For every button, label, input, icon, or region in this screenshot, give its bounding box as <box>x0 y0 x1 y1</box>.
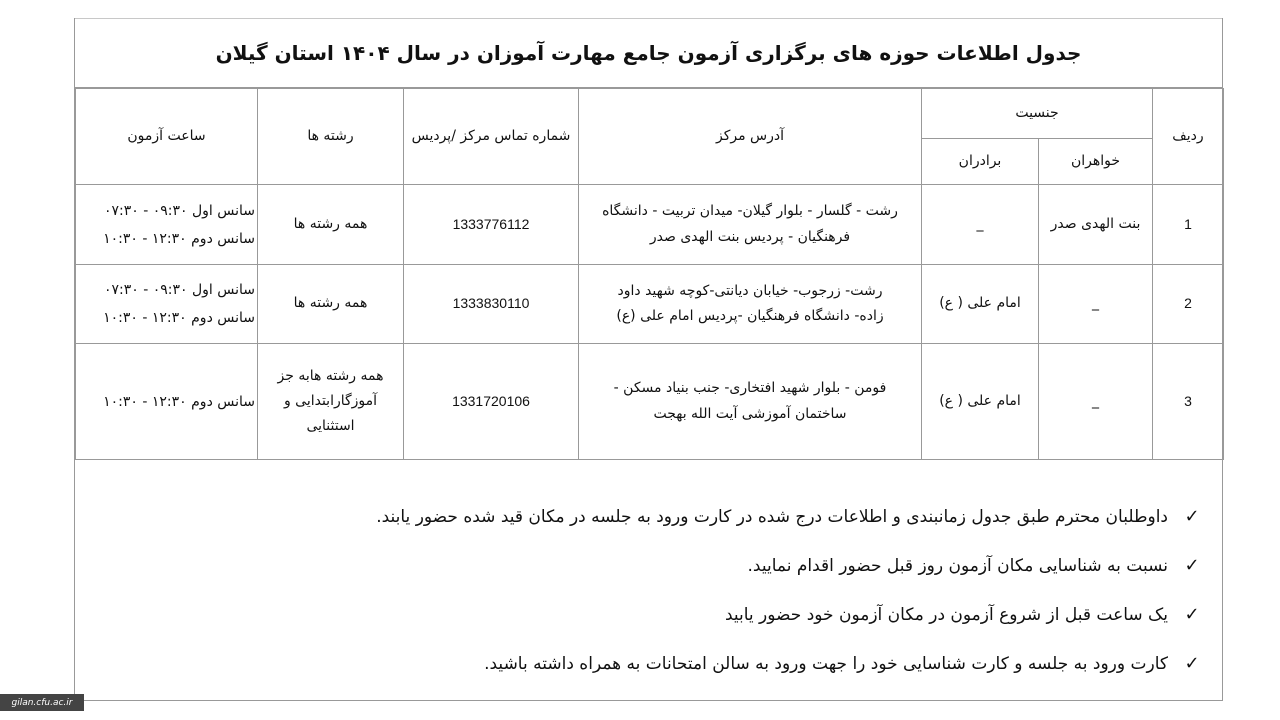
exam-fields <box>258 185 404 265</box>
table-row <box>76 185 1224 265</box>
brothers-center: امام علی ( ع) <box>922 265 1039 344</box>
address-line: رشت - گلسار - بلوار گیلان- میدان تربیت - دانشگاه <box>602 203 898 220</box>
fields-line: استثنایی <box>306 418 355 435</box>
note-text: داوطلبان محترم طبق جدول زمانبندی و اطلاعات درج شده در کارت ورود به جلسه در مکان قید شده حضور یابند. <box>376 506 1168 527</box>
header-row-1 <box>76 89 1224 139</box>
address-line: فرهنگیان - پردیس بنت الهدی صدر <box>649 228 851 245</box>
header-phone: شماره تماس مرکز /پردیس <box>404 89 579 185</box>
session-line: سانس دوم ۱۲:۳۰ - ۱۰:۳۰ <box>103 393 255 410</box>
center-phone: 1331720106 <box>404 344 579 460</box>
fields-line: همه رشته هابه جز <box>277 367 384 384</box>
session-line: سانس دوم ۱۲:۳۰ - ۱۰:۳۰ <box>103 230 255 247</box>
note-item <box>96 639 1206 688</box>
exam-time <box>76 185 258 265</box>
brothers-center: امام علی ( ع) <box>922 344 1039 460</box>
address-line: ساختمان آموزشی آیت الله بهجت <box>653 405 847 422</box>
note-item <box>96 590 1206 639</box>
address-line: فومن - بلوار شهید افتخاری- جنب بنیاد مسکن - <box>613 380 887 397</box>
exam-fields <box>258 265 404 344</box>
exam-fields <box>258 344 404 460</box>
address-line: زاده- دانشگاه فرهنگیان -پردیس امام علی (ع) <box>616 308 884 324</box>
row-number: 3 <box>1153 344 1224 460</box>
table-row <box>76 344 1224 460</box>
table-row <box>76 265 1224 344</box>
exam-time <box>76 344 258 460</box>
exam-centers-table <box>75 88 1224 460</box>
sisters-center: _ <box>1039 344 1153 460</box>
center-phone: 1333830110 <box>404 265 579 344</box>
page-title: جدول اطلاعات حوزه های برگزاری آزمون جامع مهارت آموزان در سال ۱۴۰۴ استان گیلان <box>75 18 1222 88</box>
note-text: نسبت به شناسایی مکان آزمون روز قبل حضور اقدام نمایید. <box>747 555 1168 576</box>
fields-line: همه رشته ها <box>293 295 368 312</box>
row-number: 1 <box>1153 185 1224 265</box>
header-row-no: ردیف <box>1153 89 1224 185</box>
exam-info-sheet <box>74 18 1223 701</box>
check-icon: ✓ <box>1184 653 1200 674</box>
sisters-center: بنت الهدی صدر <box>1039 185 1153 265</box>
center-address <box>579 344 922 460</box>
header-address: آدرس مرکز <box>579 89 922 185</box>
header-exam-time: ساعت آزمون <box>76 89 258 185</box>
address-line: رشت- زرجوب- خیابان دیانتی-کوچه شهید داود <box>617 282 883 299</box>
session-line: سانس اول ۰۹:۳۰ - ۰۷:۳۰ <box>103 282 255 298</box>
check-icon: ✓ <box>1184 604 1200 625</box>
header-gender: جنسیت <box>922 89 1153 139</box>
header-brothers: برادران <box>922 139 1039 185</box>
sisters-center: _ <box>1039 265 1153 344</box>
header-sisters: خواهران <box>1039 139 1153 185</box>
session-line: سانس دوم ۱۲:۳۰ - ۱۰:۳۰ <box>103 310 255 326</box>
center-address <box>579 265 922 344</box>
row-number: 2 <box>1153 265 1224 344</box>
exam-time <box>76 265 258 344</box>
note-text: یک ساعت قبل از شروع آزمون در مکان آزمون خود حضور یابید <box>724 604 1168 625</box>
note-text: کارت ورود به جلسه و کارت شناسایی خود را جهت ورود به سالن امتحانات به همراه داشته باشید. <box>484 653 1168 674</box>
fields-line: آموزگارابتدایی و <box>283 392 378 409</box>
note-item <box>96 541 1206 590</box>
check-icon: ✓ <box>1184 555 1200 576</box>
notes-list <box>96 492 1206 688</box>
center-address <box>579 185 922 265</box>
fields-line: همه رشته ها <box>293 215 368 232</box>
header-fields: رشته ها <box>258 89 404 185</box>
brothers-center: _ <box>922 185 1039 265</box>
watermark-logo: gilan.cfu.ac.ir <box>0 694 84 711</box>
note-item <box>96 492 1206 541</box>
center-phone: 1333776112 <box>404 185 579 265</box>
session-line: سانس اول ۰۹:۳۰ - ۰۷:۳۰ <box>103 202 255 219</box>
check-icon: ✓ <box>1184 506 1200 527</box>
